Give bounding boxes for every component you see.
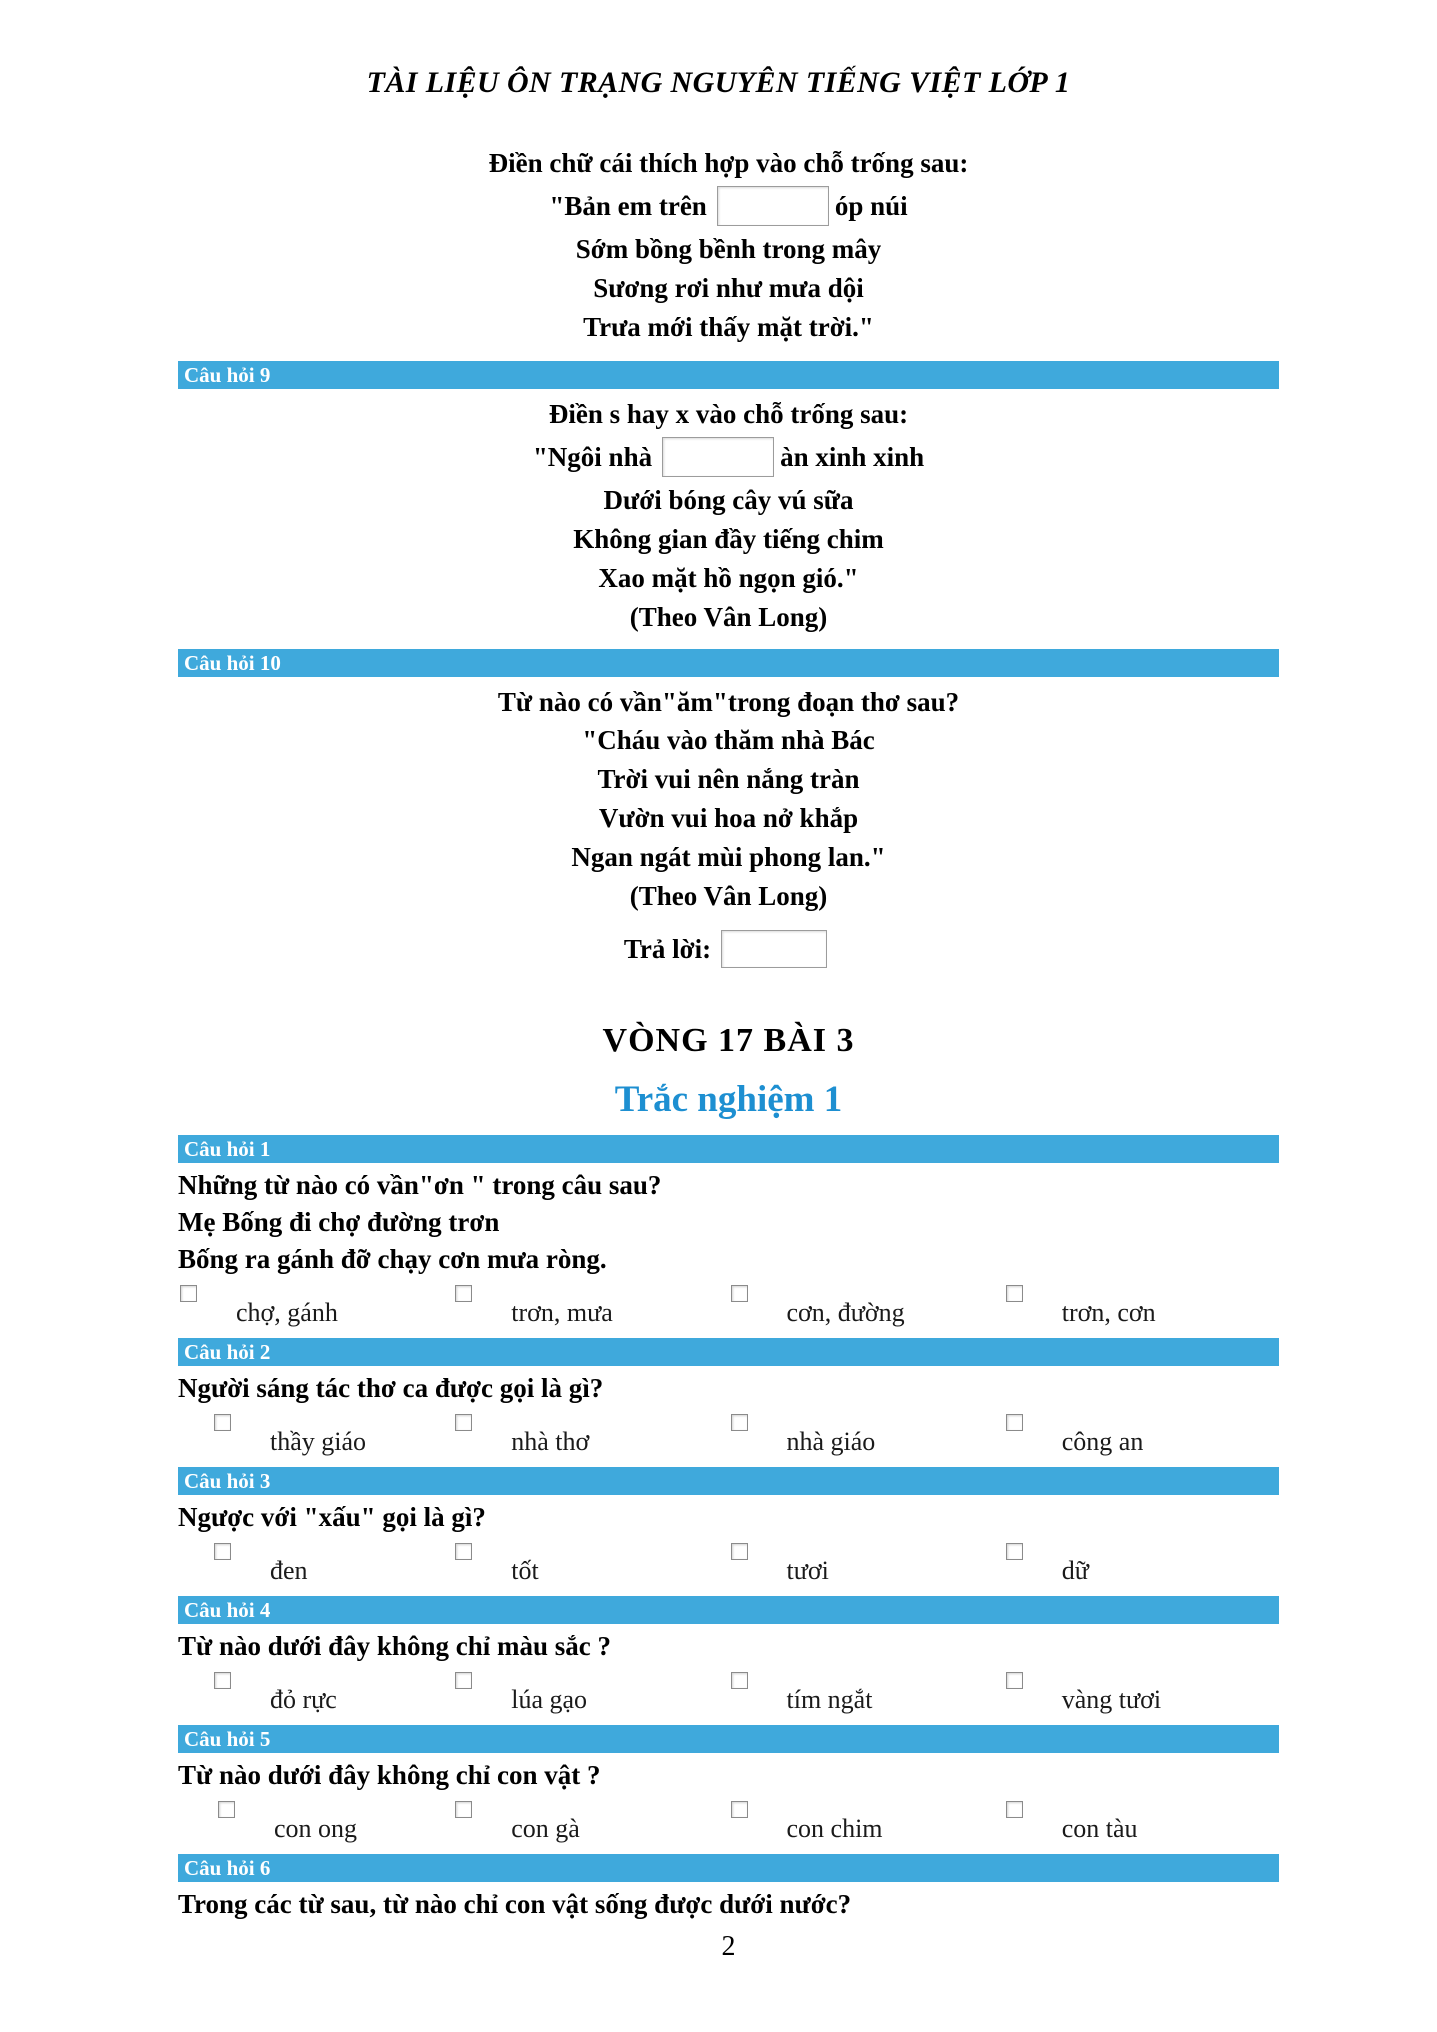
- checkbox-icon[interactable]: [1006, 1672, 1023, 1689]
- option-label: trơn, cơn: [1061, 1298, 1156, 1327]
- poem-text-before: "Bản em trên: [549, 190, 707, 221]
- question-text: Trong các từ sau, từ nào chỉ con vật sống được dưới nước?: [178, 1889, 852, 1919]
- question-header: Câu hỏi 4: [178, 1596, 1279, 1624]
- checkbox-icon[interactable]: [731, 1543, 748, 1560]
- poem-line: Không gian đầy tiếng chim: [573, 524, 884, 554]
- question-9-section: [178, 361, 1279, 637]
- question-text: Mẹ Bống đi chợ đường trơn: [178, 1207, 500, 1237]
- question-header: Câu hỏi 1: [178, 1135, 1279, 1163]
- answer-option[interactable]: [453, 1284, 728, 1330]
- question-header: Câu hỏi 10: [178, 649, 1279, 677]
- question-header: Câu hỏi 6: [178, 1854, 1279, 1882]
- answer-option[interactable]: [1004, 1542, 1279, 1588]
- checkbox-icon[interactable]: [731, 1414, 748, 1431]
- option-label: thầy giáo: [270, 1427, 367, 1456]
- checkbox-icon[interactable]: [455, 1414, 472, 1431]
- poem-line: Trưa mới thấy mặt trời.": [583, 312, 874, 342]
- answer-option[interactable]: [178, 1671, 453, 1717]
- checkbox-icon[interactable]: [455, 1801, 472, 1818]
- question-10-section: [178, 649, 1279, 972]
- option-label: nhà thơ: [511, 1427, 590, 1456]
- question-header: Câu hỏi 5: [178, 1725, 1279, 1753]
- poem-attribution: (Theo Vân Long): [629, 602, 828, 632]
- answer-option[interactable]: [729, 1671, 1004, 1717]
- checkbox-icon[interactable]: [731, 1672, 748, 1689]
- checkbox-icon[interactable]: [1006, 1414, 1023, 1431]
- option-label: con chim: [786, 1814, 883, 1843]
- answer-option[interactable]: [453, 1542, 728, 1588]
- question-text: Người sáng tác thơ ca được gọi là gì?: [178, 1373, 604, 1403]
- poem-text-before: "Ngôi nhà: [532, 441, 653, 472]
- poem-line: Sương rơi như mưa dội: [593, 273, 864, 303]
- answer-row: [178, 926, 1279, 972]
- question-text: Những từ nào có vần"ơn " trong câu sau?: [178, 1170, 662, 1200]
- quiz-question-5: [178, 1725, 1279, 1846]
- poem-line: "Cháu vào thăm nhà Bác: [582, 725, 875, 755]
- question-header: Câu hỏi 9: [178, 361, 1279, 389]
- poem-line: Dưới bóng cây vú sữa: [603, 485, 854, 515]
- poem-line-with-blank: [178, 433, 1279, 481]
- poem-line: Xao mặt hồ ngọn gió.": [598, 563, 859, 593]
- options-row: [178, 1284, 1279, 1330]
- question-prompt: Điền chữ cái thích hợp vào chỗ trống sau:: [488, 148, 969, 178]
- option-label: dữ: [1061, 1556, 1089, 1585]
- option-label: con tàu: [1061, 1814, 1138, 1843]
- round-title: VÒNG 17 BÀI 3: [602, 1022, 855, 1059]
- answer-input[interactable]: [721, 930, 827, 968]
- checkbox-icon[interactable]: [1006, 1285, 1023, 1302]
- quiz-question-3: [178, 1467, 1279, 1588]
- option-label: cơn, đường: [786, 1298, 905, 1327]
- options-row: [178, 1671, 1279, 1717]
- answer-option[interactable]: [1004, 1671, 1279, 1717]
- poem-text-after: óp núi: [834, 190, 908, 221]
- fill-letter-section: [178, 144, 1279, 347]
- checkbox-icon[interactable]: [455, 1543, 472, 1560]
- option-label: tím ngắt: [786, 1685, 873, 1714]
- quiz-question-6: [178, 1854, 1279, 1923]
- option-label: đỏ rực: [270, 1685, 337, 1714]
- answer-option[interactable]: [729, 1413, 1004, 1459]
- option-label: con gà: [511, 1814, 580, 1843]
- question-text: Từ nào dưới đây không chỉ màu sắc ?: [178, 1631, 611, 1661]
- option-label: tốt: [511, 1556, 539, 1585]
- checkbox-icon[interactable]: [180, 1285, 197, 1302]
- question-text: Bống ra gánh đỡ chạy cơn mưa ròng.: [178, 1244, 607, 1274]
- question-prompt: Từ nào có vần"ăm"trong đoạn thơ sau?: [497, 687, 960, 717]
- page-title: TÀI LIỆU ÔN TRẠNG NGUYÊN TIẾNG VIỆT LỚP 1: [366, 66, 1071, 99]
- question-text: Ngược với "xấu" gọi là gì?: [178, 1502, 486, 1532]
- poem-line: Ngan ngát mùi phong lan.": [571, 842, 886, 872]
- poem-text-after: àn xinh xinh: [780, 441, 925, 472]
- answer-option[interactable]: [178, 1542, 453, 1588]
- question-header: Câu hỏi 2: [178, 1338, 1279, 1366]
- poem-line: Trời vui nên nắng tràn: [597, 764, 860, 794]
- answer-option[interactable]: [1004, 1284, 1279, 1330]
- checkbox-icon[interactable]: [218, 1801, 235, 1818]
- checkbox-icon[interactable]: [214, 1414, 231, 1431]
- option-label: trơn, mưa: [511, 1298, 613, 1327]
- option-label: công an: [1061, 1427, 1144, 1456]
- poem-line: Sớm bồng bềnh trong mây: [575, 234, 882, 264]
- option-label: đen: [270, 1556, 308, 1585]
- options-row: [178, 1542, 1279, 1588]
- page-number: 2: [721, 1931, 736, 1962]
- answer-option[interactable]: [729, 1800, 1004, 1846]
- checkbox-icon[interactable]: [455, 1285, 472, 1302]
- checkbox-icon[interactable]: [1006, 1543, 1023, 1560]
- fill-blank-input[interactable]: [662, 437, 774, 477]
- option-label: tươi: [786, 1556, 829, 1585]
- quiz-question-1: [178, 1135, 1279, 1330]
- answer-option[interactable]: [453, 1800, 728, 1846]
- option-label: con ong: [274, 1814, 358, 1843]
- answer-option[interactable]: [453, 1413, 728, 1459]
- poem-attribution: (Theo Vân Long): [629, 881, 828, 911]
- option-label: nhà giáo: [786, 1427, 876, 1456]
- options-row: [178, 1413, 1279, 1459]
- answer-option[interactable]: [1004, 1800, 1279, 1846]
- option-label: chợ, gánh: [236, 1298, 338, 1327]
- quiz-title: Trắc nghiệm 1: [614, 1079, 843, 1120]
- answer-option[interactable]: [453, 1671, 728, 1717]
- answer-option[interactable]: [178, 1284, 453, 1330]
- fill-blank-input[interactable]: [717, 186, 829, 226]
- answer-option[interactable]: [729, 1542, 1004, 1588]
- question-header: Câu hỏi 3: [178, 1467, 1279, 1495]
- checkbox-icon[interactable]: [455, 1672, 472, 1689]
- checkbox-icon[interactable]: [214, 1543, 231, 1560]
- options-row: [178, 1800, 1279, 1846]
- checkbox-icon[interactable]: [1006, 1801, 1023, 1818]
- checkbox-icon[interactable]: [214, 1672, 231, 1689]
- question-prompt: Điền s hay x vào chỗ trống sau:: [548, 399, 909, 429]
- answer-option[interactable]: [178, 1800, 453, 1846]
- question-text: Từ nào dưới đây không chỉ con vật ?: [178, 1760, 601, 1790]
- answer-label: Trả lời:: [623, 933, 712, 964]
- quiz-question-2: [178, 1338, 1279, 1459]
- answer-option[interactable]: [1004, 1413, 1279, 1459]
- quiz-question-4: [178, 1596, 1279, 1717]
- poem-line: Vườn vui hoa nở khắp: [598, 803, 859, 833]
- option-label: lúa gạo: [511, 1685, 588, 1714]
- checkbox-icon[interactable]: [731, 1285, 748, 1302]
- checkbox-icon[interactable]: [731, 1801, 748, 1818]
- poem-line-with-blank: [178, 182, 1279, 230]
- answer-option[interactable]: [178, 1413, 453, 1459]
- answer-option[interactable]: [729, 1284, 1004, 1330]
- option-label: vàng tươi: [1061, 1685, 1162, 1714]
